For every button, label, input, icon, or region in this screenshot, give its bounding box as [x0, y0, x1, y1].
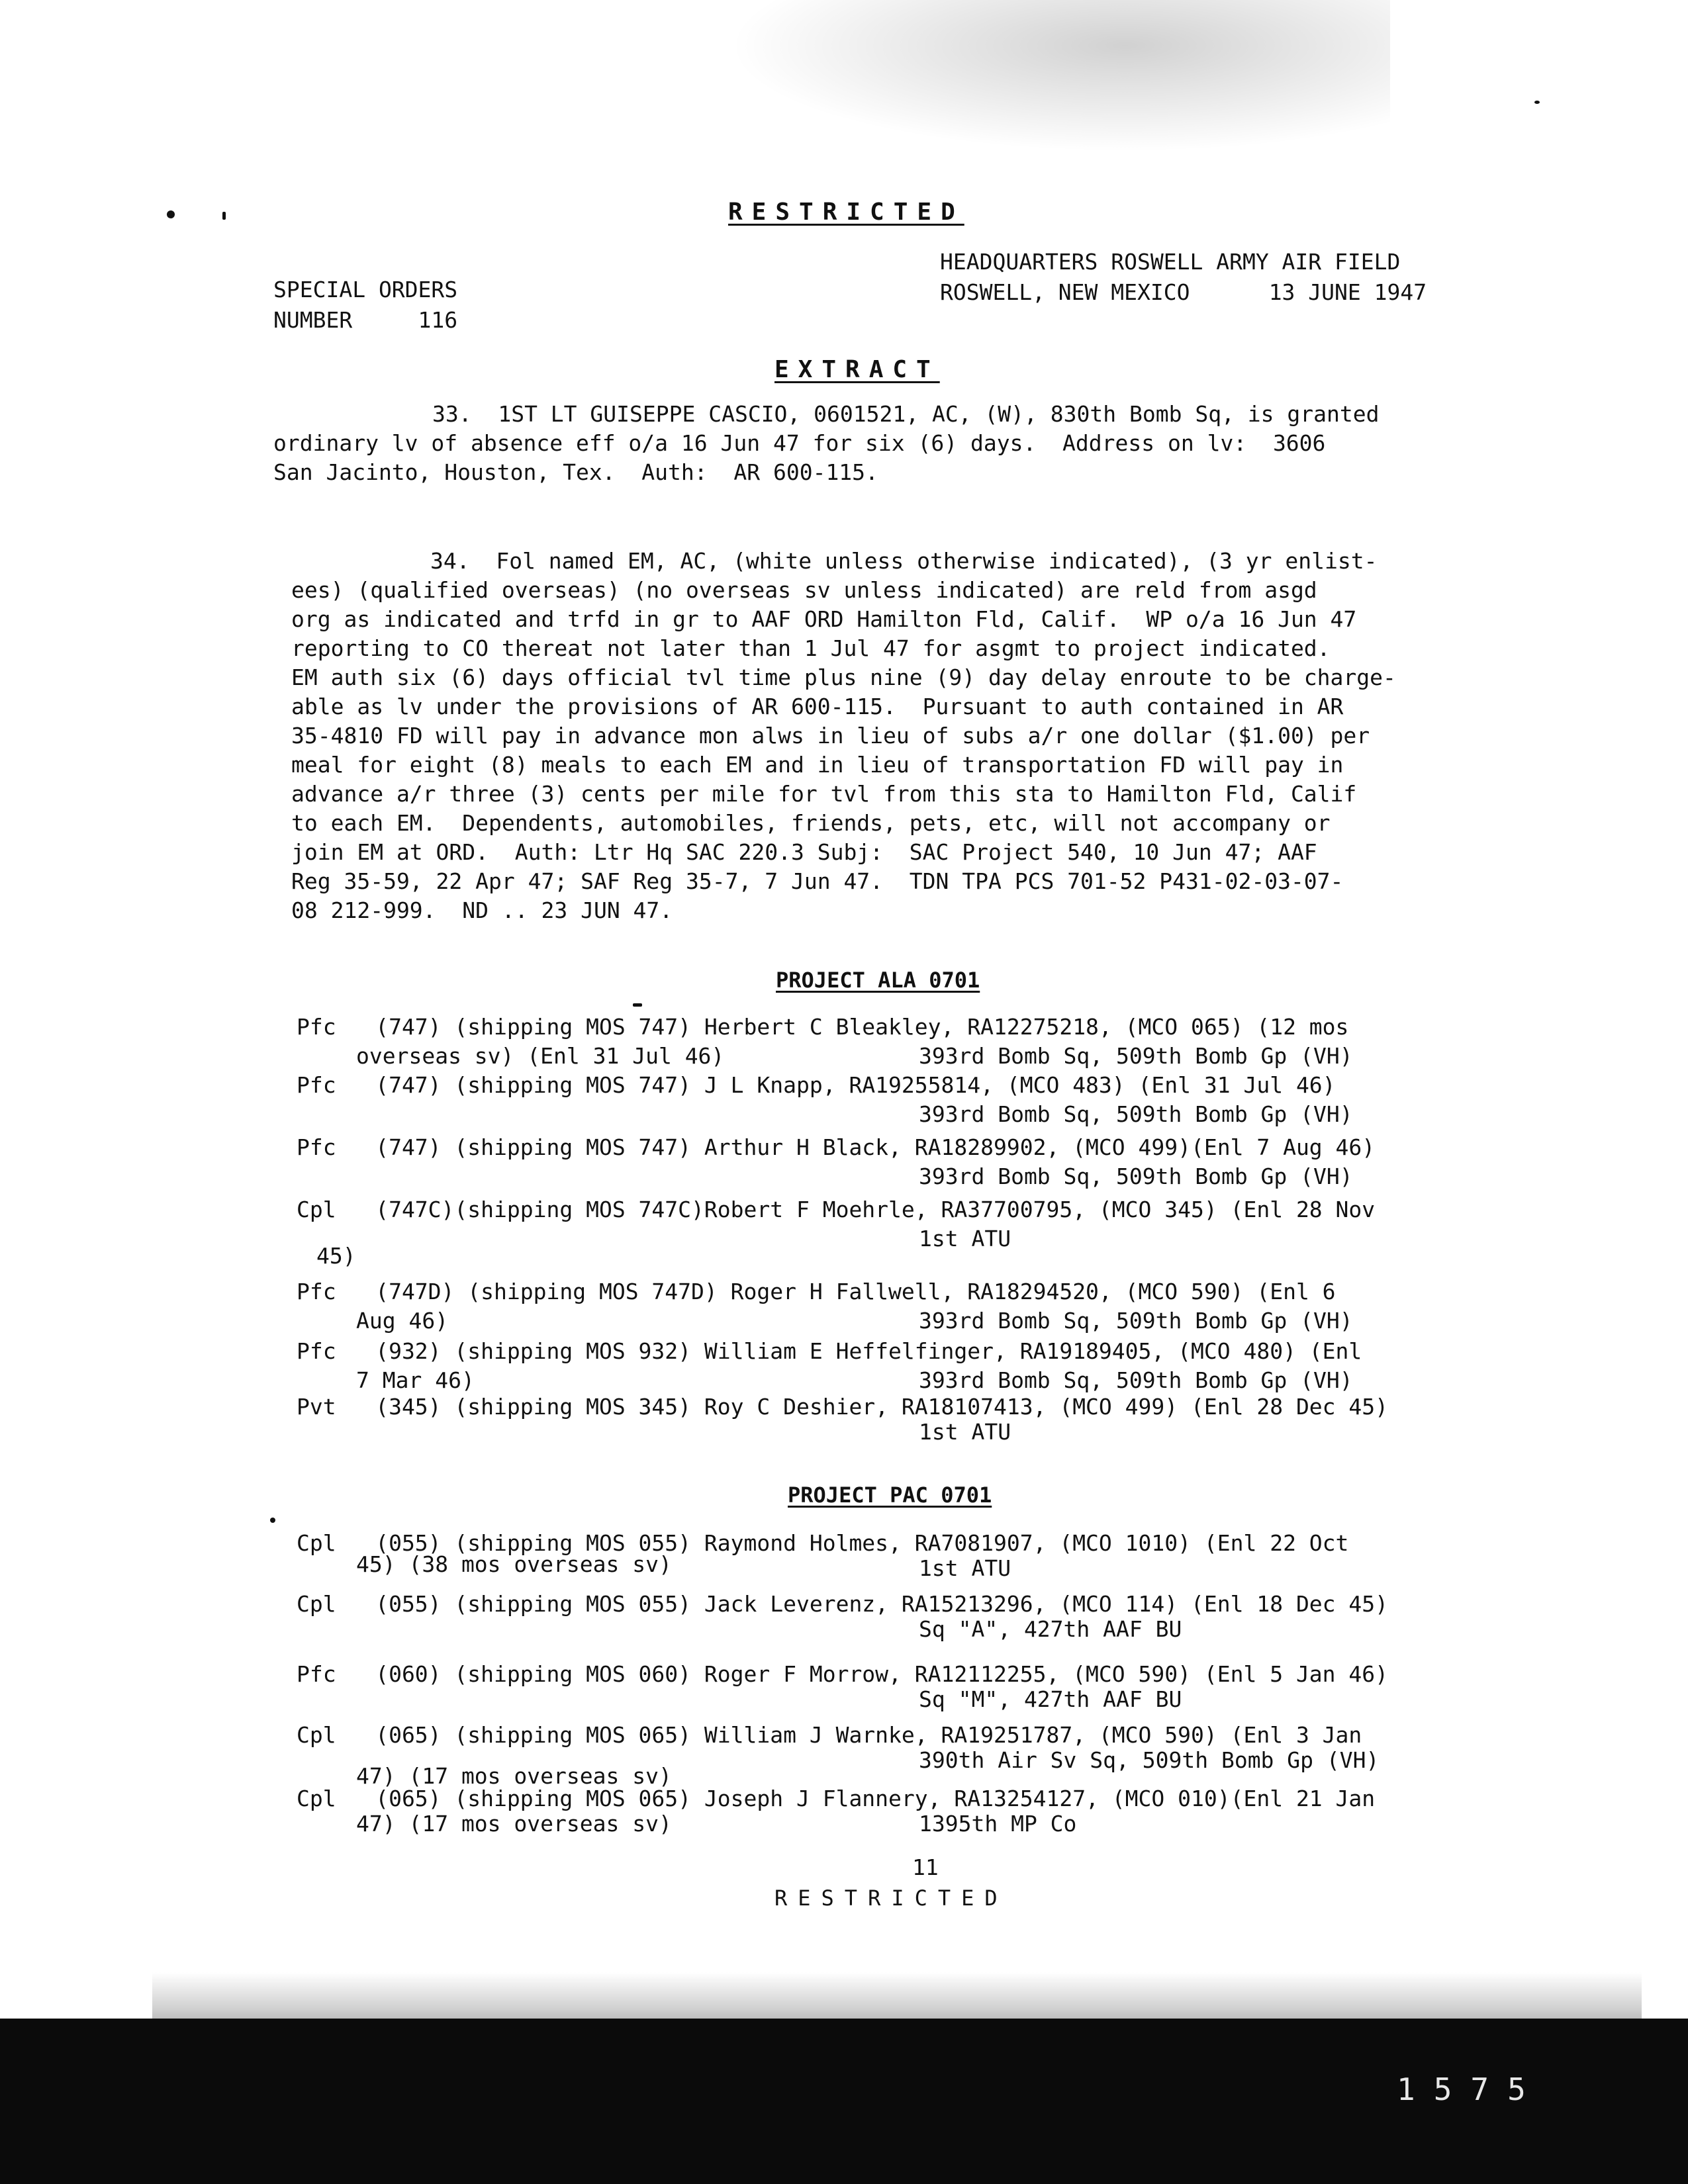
page-number: 11	[912, 1854, 939, 1880]
entry-unit: 1st ATU	[919, 1555, 1011, 1581]
paragraph-34-line: to each EM. Dependents, automobiles, friends, pets, etc, will not accompany or	[291, 810, 1331, 836]
classification-header: RESTRICTED	[728, 199, 964, 226]
paragraph-34-line: join EM at ORD. Auth: Ltr Hq SAC 220.3 Subj: SAC Project 540, 10 Jun 47; AAF	[291, 839, 1317, 865]
paragraph-34-line: able as lv under the provisions of AR 600-115. Pursuant to auth contained in AR	[291, 694, 1344, 719]
scan-speck	[222, 212, 226, 220]
entry-unit: Sq "A", 427th AAF BU	[919, 1616, 1182, 1642]
paragraph-34-line: 08 212-999. ND .. 23 JUN 47.	[291, 897, 673, 923]
entry-unit: 393rd Bomb Sq, 509th Bomb Gp (VH)	[919, 1163, 1353, 1189]
entry-main: Pfc (747D) (shipping MOS 747D) Roger H Fallwell, RA18294520, (MCO 590) (Enl 6	[297, 1279, 1336, 1304]
paragraph-33-line: 33. 1ST LT GUISEPPE CASCIO, 0601521, AC, (W), 830th Bomb Sq, is granted	[432, 401, 1380, 427]
project-pac-heading: PROJECT PAC 0701	[788, 1482, 992, 1508]
paragraph-34-line: EM auth six (6) days official tvl time plus nine (9) day delay enroute to be charge-	[291, 664, 1396, 690]
paragraph-34-line: reporting to CO thereat not later than 1 Jul 47 for asgmt to project indicated.	[291, 635, 1331, 661]
entry-unit: 393rd Bomb Sq, 509th Bomb Gp (VH)	[919, 1308, 1353, 1334]
entry-main: Pfc (060) (shipping MOS 060) Roger F Morrow, RA12112255, (MCO 590) (Enl 5 Jan 46)	[297, 1661, 1389, 1687]
paragraph-34-line: org as indicated and trfd in gr to AAF ORD Hamilton Fld, Calif. WP o/a 16 Jun 47	[291, 606, 1357, 632]
paragraph-33-line: ordinary lv of absence eff o/a 16 Jun 47 for six (6) days. Address on lv: 3606	[273, 430, 1326, 456]
classification-footer: RESTRICTED	[774, 1886, 1008, 1911]
scan-speck	[270, 1518, 275, 1523]
special-orders-line2: NUMBER 116	[273, 307, 458, 333]
entry-main: Pvt (345) (shipping MOS 345) Roy C Deshier, RA18107413, (MCO 499) (Enl 28 Dec 45)	[297, 1394, 1389, 1420]
entry-continuation: 47) (17 mos overseas sv)	[356, 1811, 672, 1837]
paragraph-34-line: meal for eight (8) meals to each EM and in lieu of transportation FD will pay in	[291, 752, 1344, 778]
entry-continuation: 45)	[316, 1243, 356, 1269]
paragraph-34-line: ees) (qualified overseas) (no overseas sv unless indicated) are reld from asgd	[291, 577, 1317, 603]
entry-unit: Sq "M", 427th AAF BU	[919, 1686, 1182, 1712]
personnel-entry	[297, 1529, 1348, 1579]
entry-unit: 1st ATU	[919, 1226, 1011, 1251]
personnel-entry	[297, 1195, 1375, 1271]
entry-main: Pfc (747) (shipping MOS 747) J L Knapp, RA19255814, (MCO 483) (Enl 31 Jul 46)	[297, 1072, 1336, 1098]
headquarters-line2: ROSWELL, NEW MEXICO 13 JUNE 1947	[940, 279, 1427, 305]
project-ala-heading: PROJECT ALA 0701	[776, 968, 980, 993]
entry-main: Cpl (747C)(shipping MOS 747C)Robert F Moehrle, RA37700795, (MCO 345) (Enl 28 Nov	[297, 1197, 1376, 1222]
paragraph-34	[291, 547, 1396, 925]
scan-noise-top	[728, 0, 1390, 152]
entry-main: Cpl (055) (shipping MOS 055) Jack Leverenz, RA15213296, (MCO 114) (Enl 18 Dec 45)	[297, 1591, 1389, 1617]
personnel-entry	[297, 1013, 1353, 1071]
entry-main: Cpl (065) (shipping MOS 065) William J Warnke, RA19251787, (MCO 590) (Enl 3 Jan	[297, 1722, 1362, 1748]
personnel-entry	[297, 1071, 1353, 1129]
personnel-entry	[297, 1660, 1388, 1714]
personnel-entry	[297, 1337, 1362, 1395]
personnel-entry	[297, 1590, 1388, 1644]
paragraph-34-line: 34. Fol named EM, AC, (white unless otherwise indicated), (3 yr enlist-	[430, 548, 1378, 574]
entry-unit: 393rd Bomb Sq, 509th Bomb Gp (VH)	[919, 1101, 1353, 1127]
scan-speck	[167, 210, 175, 218]
personnel-entry	[297, 1784, 1375, 1839]
special-orders-line1: SPECIAL ORDERS	[273, 277, 458, 302]
headquarters-line1: HEADQUARTERS ROSWELL ARMY AIR FIELD	[940, 249, 1401, 275]
paragraph-34-line: Reg 35-59, 22 Apr 47; SAF Reg 35-7, 7 Jun 47. TDN TPA PCS 701-52 P431-02-03-07-	[291, 868, 1344, 894]
personnel-entry	[297, 1277, 1353, 1336]
scan-speck	[633, 1003, 642, 1007]
paragraph-33	[273, 400, 1379, 487]
personnel-entry	[297, 1392, 1388, 1447]
entry-unit: 393rd Bomb Sq, 509th Bomb Gp (VH)	[919, 1043, 1353, 1069]
personnel-entry	[297, 1721, 1379, 1791]
scan-speck	[1534, 101, 1540, 104]
entry-unit: 393rd Bomb Sq, 509th Bomb Gp (VH)	[919, 1367, 1353, 1393]
entry-main: Pfc (932) (shipping MOS 932) William E Heffelfinger, RA19189405, (MCO 480) (Enl	[297, 1338, 1362, 1364]
paragraph-33-line: San Jacinto, Houston, Tex. Auth: AR 600-115.	[273, 459, 878, 485]
entry-unit: 1395th MP Co	[919, 1811, 1077, 1837]
extract-heading: EXTRACT	[774, 356, 940, 383]
entry-main: Cpl (065) (shipping MOS 065) Joseph J Flannery, RA13254127, (MCO 010)(Enl 21 Jan	[297, 1786, 1376, 1811]
entry-continuation: overseas sv) (Enl 31 Jul 46)	[356, 1043, 725, 1069]
personnel-entry	[297, 1133, 1375, 1191]
entry-continuation: 47) (17 mos overseas sv)	[356, 1763, 672, 1789]
entry-continuation: 7 Mar 46)	[356, 1367, 475, 1393]
entry-continuation: 45) (38 mos overseas sv)	[356, 1551, 672, 1577]
paragraph-34-line: 35-4810 FD will pay in advance mon alws in lieu of subs a/r one dollar ($1.00) per	[291, 723, 1370, 749]
entry-main: Pfc (747) (shipping MOS 747) Herbert C Bleakley, RA12275218, (MCO 065) (12 mos	[297, 1014, 1349, 1040]
entry-main: Pfc (747) (shipping MOS 747) Arthur H Black, RA18289902, (MCO 499)(Enl 7 Aug 46)	[297, 1134, 1376, 1160]
entry-unit: 1st ATU	[919, 1419, 1011, 1445]
entry-main: Cpl (055) (shipping MOS 055) Raymond Holmes, RA7081907, (MCO 1010) (Enl 22 Oct	[297, 1530, 1349, 1556]
entry-continuation: Aug 46)	[356, 1308, 449, 1334]
entry-unit: 390th Air Sv Sq, 509th Bomb Gp (VH)	[919, 1747, 1380, 1773]
paragraph-34-line: advance a/r three (3) cents per mile for tvl from this sta to Hamilton Fld, Calif	[291, 781, 1357, 807]
frame-number: 1575	[1397, 2071, 1544, 2107]
